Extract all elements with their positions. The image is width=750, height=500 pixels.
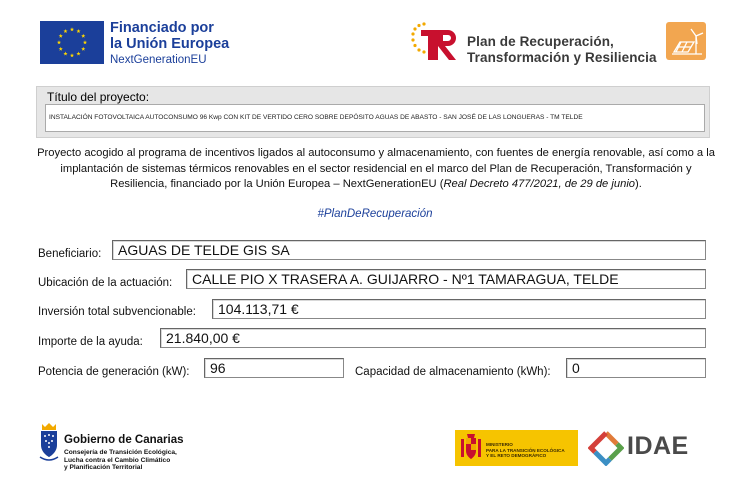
idae-logo-icon bbox=[588, 430, 624, 466]
ministerio-text bbox=[486, 442, 576, 459]
potencia-label: Potencia de generación (kW): bbox=[38, 366, 190, 378]
importe-field[interactable]: 21.840,00 € bbox=[160, 328, 706, 348]
prtr-line-1: Plan de Recuperación, bbox=[467, 34, 614, 49]
eu-star bbox=[76, 29, 80, 33]
eu-star bbox=[59, 34, 63, 38]
description-end: ). bbox=[635, 178, 642, 190]
capacidad-label: Capacidad de almacenamiento (kWh): bbox=[355, 366, 551, 378]
description-text: Proyecto acogido al programa de incentivos ligados al autoconsumo y almacenamiento, con fuentes de energía renovable, así como a la implantación de sistemas térmicos renovables en el sector residencial en el marco del Plan de Recuperación, Transformación y Resiliencia, financiado por la Unión Europea – NextGenerationEU ( bbox=[37, 147, 715, 190]
eu-star bbox=[59, 47, 63, 51]
project-title-field[interactable]: INSTALACIÓN FOTOVOLTAICA AUTOCONSUMO 96 Kwp CON KIT DE VERTIDO CERO SOBRE DEPÓSITO AGUAS DE ABASTO - SAN JOSÉ DE LAS LONGUERAS - TM TELDE bbox=[45, 104, 705, 132]
beneficiario-label: Beneficiario: bbox=[38, 248, 102, 260]
canarias-sub-3: y Planificación Territorial bbox=[64, 464, 143, 472]
beneficiario-field[interactable]: AGUAS DE TELDE GIS SA bbox=[112, 240, 706, 260]
project-description bbox=[32, 146, 720, 193]
eu-star bbox=[63, 29, 67, 33]
eu-star bbox=[76, 52, 80, 56]
eu-star bbox=[83, 40, 87, 44]
eu-star bbox=[70, 53, 74, 57]
canarias-sub-1: Consejería de Transición Ecológica, bbox=[64, 449, 177, 456]
project-title-label: Título del proyecto: bbox=[47, 90, 150, 104]
spain-coat-of-arms-icon bbox=[460, 433, 482, 463]
eu-star bbox=[57, 40, 61, 44]
eu-flag-icon bbox=[40, 21, 104, 64]
decree-text: Real Decreto 477/2021, de 29 de junio bbox=[443, 178, 636, 190]
prtr-line-2: Transformación y Resiliencia bbox=[467, 50, 657, 65]
ministerio-line-1: MINISTERIO bbox=[486, 442, 513, 447]
canarias-title: Gobierno de Canarias bbox=[64, 434, 184, 446]
hashtag: #PlanDeRecuperación bbox=[317, 208, 433, 220]
capacidad-field[interactable]: 0 bbox=[566, 358, 706, 378]
canarias-subtitle bbox=[64, 449, 224, 472]
eu-star bbox=[70, 27, 74, 31]
canarias-sub-2: Lucha contra el Cambio Climático bbox=[64, 456, 171, 464]
importe-label: Importe de la ayuda: bbox=[38, 336, 143, 348]
inversion-field[interactable]: 104.113,71 € bbox=[212, 299, 706, 319]
eu-funding-text bbox=[110, 20, 250, 66]
idae-text: IDAE bbox=[627, 432, 689, 460]
prtr-text bbox=[467, 34, 667, 66]
ministerio-line-3: Y EL RETO DEMOGRÁFICO bbox=[486, 453, 547, 458]
prtr-logo-icon bbox=[410, 21, 462, 63]
eu-star bbox=[81, 47, 85, 51]
ubicacion-field[interactable]: CALLE PIO X TRASERA A. GUIJARRO - Nº1 TAMARAGUA, TELDE bbox=[186, 269, 706, 289]
eu-line-1: Financiado por bbox=[110, 20, 214, 36]
potencia-field[interactable]: 96 bbox=[204, 358, 344, 378]
eu-line-2: la Unión Europea bbox=[110, 36, 230, 52]
ubicacion-label: Ubicación de la actuación: bbox=[38, 277, 173, 289]
ministerio-line-2: PARA LA TRANSICIÓN ECOLÓGICA bbox=[486, 447, 565, 453]
eu-star bbox=[81, 34, 85, 38]
eu-star bbox=[63, 52, 67, 56]
inversion-label: Inversión total subvencionable: bbox=[38, 306, 196, 318]
solar-wind-icon bbox=[666, 22, 706, 60]
eu-line-3: NextGenerationEU bbox=[110, 54, 207, 66]
canarias-crest-icon bbox=[38, 420, 60, 464]
